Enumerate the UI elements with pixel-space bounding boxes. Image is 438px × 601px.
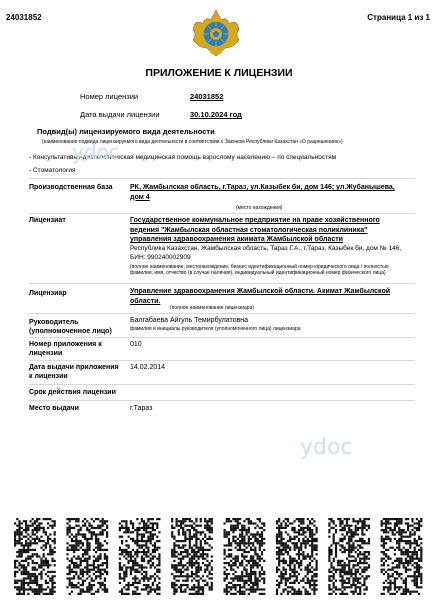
page-counter: Страница 1 из 1	[367, 13, 430, 22]
place-label: Место выдачи	[29, 405, 79, 412]
head-value: Балгабаева Айгуль Темирбулатовна	[130, 317, 249, 324]
license-date-value: 30.10.2024 год	[190, 110, 242, 119]
qr-code-icon	[171, 518, 214, 596]
licensor-note: (полное наименование лицензиара)	[170, 305, 255, 311]
qr-code-icon	[119, 518, 162, 596]
divider	[29, 400, 415, 401]
document-number: 24031852	[6, 13, 42, 22]
appendix-number-value: 010	[130, 341, 142, 348]
appendix-number-label: Номер приложения к лицензии	[29, 341, 102, 357]
license-date-label: Дата выдачи лицензии	[80, 110, 160, 119]
subtypes-heading: Подвид(ы) лицензируемого вида деятельности	[37, 127, 215, 136]
validity-label: Срок действия лицензии	[29, 389, 116, 396]
page-title: ПРИЛОЖЕНИЕ К ЛИЦЕНЗИИ	[145, 67, 293, 79]
licensee-label: Лицензиат	[29, 217, 66, 224]
qr-code-icon	[381, 518, 424, 596]
divider	[29, 337, 415, 338]
head-note: фамилия и инициалы руководителя (уполномоченного лица) лицензиара	[130, 326, 301, 332]
subtype-item: - Консультативно-диагностическая медицинская помощь взрослому населению – по специальностям	[29, 154, 337, 161]
watermark-logo: ydoc	[72, 140, 120, 164]
subtypes-note: (наименование подвида лицензируемого вида деятельности в соответствии с Законом Республики Казахстан «О разрешениях»)	[42, 139, 343, 145]
qr-code-icon	[276, 518, 319, 596]
qr-code-icon	[224, 518, 267, 596]
appendix-date-value: 14.02.2014	[130, 364, 166, 371]
production-base-value: РК, Жамбылская область, г.Тараз, ул.Казыбек би, дом 146; ул.Жубанышева, дом 4	[130, 184, 395, 201]
head-label: Руководитель (уполномоченное лицо)	[29, 319, 112, 335]
licensor-label: Лицензиар	[29, 290, 67, 297]
watermark-logo: ydoc	[300, 435, 353, 460]
licensee-address: Республика Казахстан, Жамбылская область, Тараз Г.А., г.Тараз, Казыбек би, дом № 146, БИН: 990240002909	[130, 245, 402, 261]
place-value: г.Тараз	[130, 405, 153, 412]
kazakhstan-emblem-icon	[189, 8, 243, 58]
production-base-note: (место нахождения)	[236, 205, 283, 211]
divider	[29, 283, 415, 284]
divider	[29, 213, 415, 214]
qr-code-icon	[14, 518, 57, 596]
production-base-label: Производственная база	[29, 184, 113, 191]
licensee-value: Государственное коммунальное предприятие на праве хозяйственного ведения "Жамбылская областная стоматологическая поликлиника" управления здравоохранения акимата Жамбылской области	[130, 217, 380, 243]
licensee-note: (полное наименование, местонахождение, бизнес идентификационный номер юридического лица / полностью фамилия, имя, отчество (в случае наличия), индивидуальный идентификационный номер физического лица)	[130, 264, 389, 276]
license-number-label: Номер лицензии	[80, 92, 139, 101]
divider	[29, 178, 415, 179]
qr-codes-strip	[14, 518, 424, 596]
licensor-value: Управление здравоохранения Жамбылской области. Акимат Жамбылской области.	[130, 288, 391, 305]
appendix-date-label: Дата выдачи приложения к лицензии	[29, 364, 119, 380]
qr-code-icon	[328, 518, 371, 596]
divider	[29, 384, 415, 385]
divider	[29, 313, 415, 314]
subtype-item: - Стоматология	[29, 167, 76, 174]
qr-code-icon	[66, 518, 109, 596]
divider	[29, 360, 415, 361]
license-number-value: 24031852	[190, 92, 224, 101]
